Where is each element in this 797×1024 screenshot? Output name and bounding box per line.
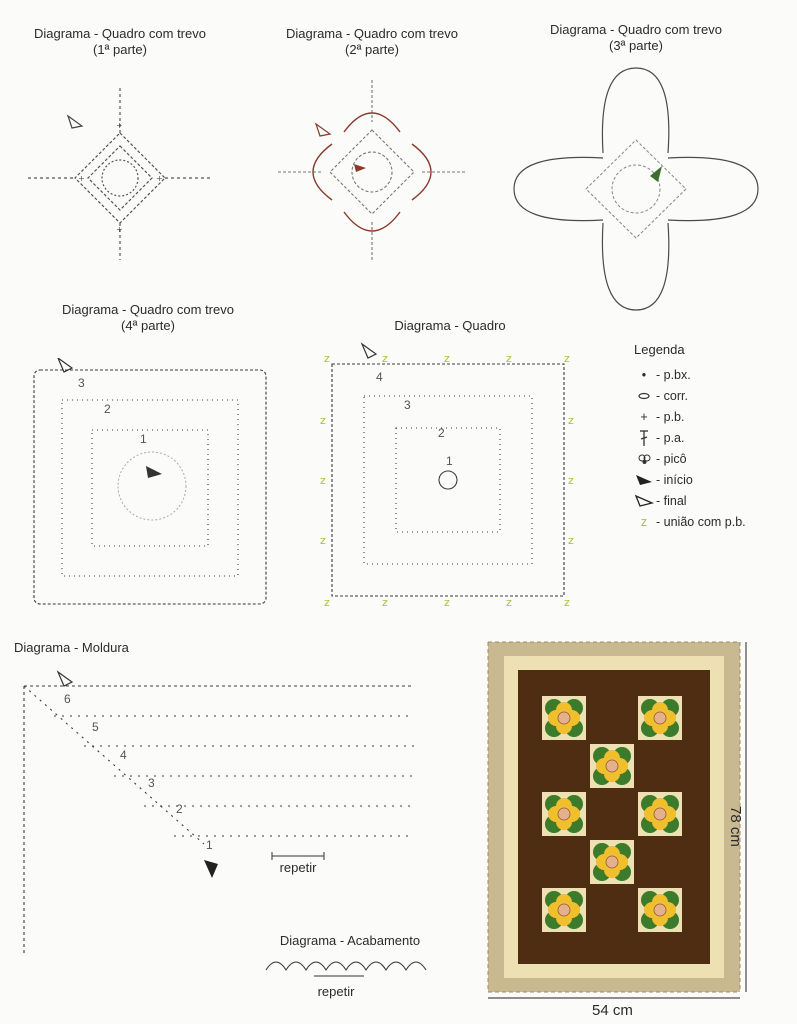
svg-text:z: z bbox=[564, 352, 570, 365]
svg-text:z: z bbox=[444, 596, 450, 609]
part4-diagram bbox=[28, 358, 274, 610]
part1-title-line2: (1ª parte) bbox=[93, 42, 147, 57]
svg-text:+: + bbox=[116, 121, 123, 130]
part3-title-line2: (3ª parte) bbox=[609, 38, 663, 53]
legend-item-chain bbox=[634, 385, 746, 406]
part2-title-line1: Diagrama - Quadro com trevo bbox=[286, 26, 458, 41]
part1-title-line1: Diagrama - Quadro com trevo bbox=[34, 26, 206, 41]
flower-tile bbox=[542, 792, 586, 836]
legend-label: - picô bbox=[656, 451, 687, 466]
acabamento-title-text: Diagrama - Acabamento bbox=[279, 933, 421, 948]
acabamento-repeat-label: repetir bbox=[317, 984, 355, 999]
moldura-diagram bbox=[14, 664, 424, 964]
moldura-round-1: 1 bbox=[206, 838, 213, 852]
part2-diagram bbox=[272, 72, 472, 267]
svg-text:+: + bbox=[78, 174, 85, 183]
start-arrow-icon bbox=[634, 473, 654, 487]
part4-round-3: 3 bbox=[78, 376, 85, 390]
svg-text:z: z bbox=[568, 474, 574, 487]
legend-label: - final bbox=[656, 493, 687, 508]
chain-icon bbox=[634, 392, 654, 400]
svg-text:z: z bbox=[568, 534, 574, 547]
flower-tile bbox=[542, 696, 586, 740]
quadro-title-text: Diagrama - Quadro bbox=[394, 318, 506, 333]
svg-text:z: z bbox=[444, 352, 450, 365]
legend-title: Legenda bbox=[634, 342, 685, 357]
part1-diagram bbox=[20, 78, 220, 268]
quadro-title bbox=[350, 318, 550, 334]
moldura-round-2: 2 bbox=[176, 802, 183, 816]
legend-label: - início bbox=[656, 472, 693, 487]
flower-tile bbox=[638, 792, 682, 836]
part3-title-line1: Diagrama - Quadro com trevo bbox=[550, 22, 722, 37]
quadro-round-2: 2 bbox=[438, 426, 445, 440]
svg-text:+: + bbox=[116, 225, 123, 234]
moldura-title bbox=[14, 640, 214, 656]
legend-label: - p.b. bbox=[656, 409, 685, 424]
flower-tile bbox=[638, 888, 682, 932]
svg-text:z: z bbox=[320, 414, 326, 427]
part4-title-line2: (4ª parte) bbox=[121, 318, 175, 333]
placemat-illustration bbox=[482, 634, 754, 1002]
legend-item-single-crochet bbox=[634, 406, 746, 427]
moldura-repeat-label: repetir bbox=[279, 860, 317, 875]
legend bbox=[634, 340, 746, 532]
quadro-round-1: 1 bbox=[446, 454, 453, 468]
legend-item-start bbox=[634, 469, 746, 490]
flower-tile bbox=[638, 696, 682, 740]
moldura-title-text: Diagrama - Moldura bbox=[14, 640, 129, 655]
part1-title bbox=[10, 26, 230, 58]
quadro-diagram bbox=[320, 340, 580, 610]
moldura-round-3: 3 bbox=[148, 776, 155, 790]
part4-round-1: 1 bbox=[140, 432, 147, 446]
svg-text:z: z bbox=[382, 596, 388, 609]
legend-item-slip-stitch bbox=[634, 364, 746, 385]
legend-label: - corr. bbox=[656, 388, 688, 403]
legend-item-join bbox=[634, 511, 746, 532]
svg-text:z: z bbox=[320, 534, 326, 547]
part2-title bbox=[262, 26, 482, 58]
svg-text:z: z bbox=[320, 474, 326, 487]
double-crochet-icon bbox=[634, 429, 654, 447]
svg-text:z: z bbox=[568, 414, 574, 427]
legend-item-double-crochet bbox=[634, 427, 746, 448]
legend-label: - p.bx. bbox=[656, 367, 691, 382]
legend-item-picot bbox=[634, 448, 746, 469]
legend-item-end bbox=[634, 490, 746, 511]
single-crochet-icon: + bbox=[640, 409, 648, 424]
legend-label: - união com p.b. bbox=[656, 514, 746, 529]
part2-title-line2: (2ª parte) bbox=[345, 42, 399, 57]
slip-stitch-icon: • bbox=[641, 367, 647, 382]
part4-round-2: 2 bbox=[104, 402, 111, 416]
flower-tile bbox=[590, 840, 634, 884]
flower-tile bbox=[542, 888, 586, 932]
svg-text:z: z bbox=[564, 596, 570, 609]
svg-text:z: z bbox=[324, 352, 330, 365]
svg-text:z: z bbox=[506, 596, 512, 609]
part4-title bbox=[38, 302, 258, 334]
svg-text:z: z bbox=[382, 352, 388, 365]
picot-icon bbox=[634, 452, 654, 466]
svg-text:z: z bbox=[506, 352, 512, 365]
acabamento-diagram bbox=[262, 952, 442, 978]
moldura-round-5: 5 bbox=[92, 720, 99, 734]
placemat-width-label: 54 cm bbox=[592, 1002, 633, 1019]
legend-label: - p.a. bbox=[656, 430, 685, 445]
quadro-round-3: 3 bbox=[404, 398, 411, 412]
svg-text:z: z bbox=[324, 596, 330, 609]
part4-title-line1: Diagrama - Quadro com trevo bbox=[62, 302, 234, 317]
moldura-round-4: 4 bbox=[120, 748, 127, 762]
part3-title bbox=[526, 22, 746, 54]
placemat-height-label: 78 cm bbox=[727, 806, 744, 847]
end-arrow-icon bbox=[634, 494, 654, 508]
part3-diagram bbox=[508, 58, 764, 320]
flower-tile bbox=[590, 744, 634, 788]
moldura-round-6: 6 bbox=[64, 692, 71, 706]
svg-text:+: + bbox=[156, 174, 163, 183]
join-z-icon: z bbox=[640, 514, 648, 529]
quadro-round-4: 4 bbox=[376, 370, 383, 384]
